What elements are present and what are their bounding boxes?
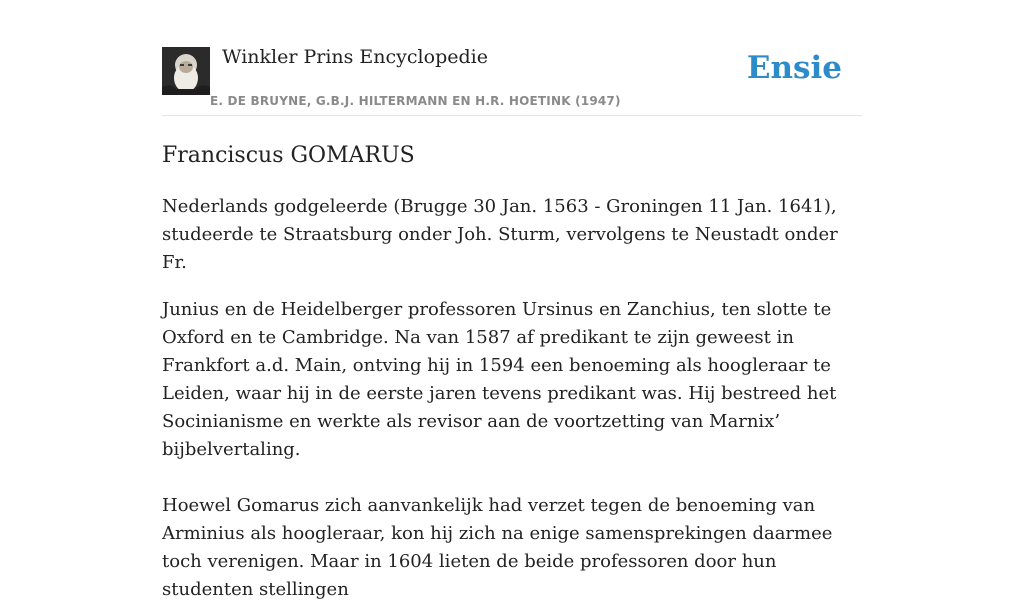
article-paragraph: Hoewel Gomarus zich aanvankelijk had verzet tegen de benoeming van Arminius als hoogleraar, kon hij zich na enige samensprekingen daarmee toch verenigen. Maar in 1604 lieten de beide professoren door hun studenten stellingen — [162, 495, 833, 600]
article-title: Franciscus GOMARUS — [162, 143, 415, 168]
encyclopedia-name[interactable]: Winkler Prins Encyclopedie — [222, 46, 488, 68]
author-avatar — [162, 47, 210, 95]
page-header — [162, 44, 862, 116]
article-paragraph: Nederlands godgeleerde (Brugge 30 Jan. 1563 - Groningen 11 Jan. 1641), studeerde te Straatsburg onder Joh. Sturm, vervolgens te Neustadt onder Fr. — [162, 196, 838, 273]
article-paragraph: Junius en de Heidelberger professoren Ursinus en Zanchius, ten slotte te Oxford en te Cambridge. Na van 1587 af predikant te zijn geweest in Frankfort a.d. Main, ontving hij in 1594 een benoeming als hoogleraar te Leiden, waar hij in de eerste jaren tevens predikant was. Hij bestreed het Socinianisme en werkte als revisor aan de voortzetting van Marnix’ bijbelvertaling. — [162, 299, 837, 460]
authors-line: E. DE BRUYNE, G.B.J. HILTERMANN EN H.R. HOETINK (1947) — [210, 94, 621, 108]
article-container — [162, 44, 862, 604]
brand-logo[interactable]: Ensie — [746, 50, 842, 86]
